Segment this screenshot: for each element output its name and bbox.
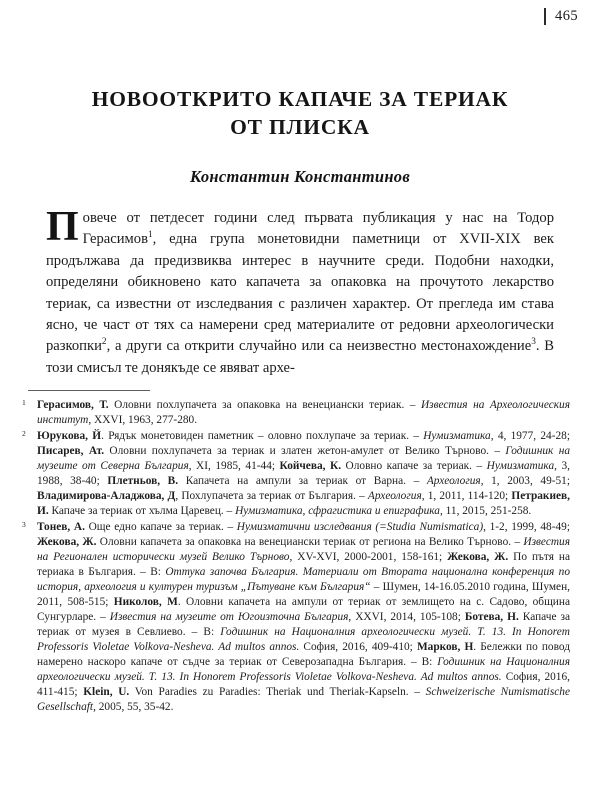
page-title [60, 86, 540, 141]
folio-divider-rule [544, 8, 546, 25]
page-folio [544, 6, 578, 26]
footnote-marker: 3 [22, 520, 26, 530]
paragraph-text: овече от петдесет години след първата публикация у нас на Тодор Герасимов$^1$, една група монетовидни паметници от XVII-XIX век продължава да предизвиква интерес в научните среди. Подобни находки, определяни обикновено като капачета за опаковка на прочутото лекарство териак, са известни от изследвания с различен характер. От прегледа им става ясно, че част от тях са намерени сред материалите от редовни археологически разкопки$^2$, а други са открити случайно или са неизвестно местонахождение$^3$. В този смисъл те донякъде се явяват архе- [46, 210, 554, 376]
page-number: 465 [555, 7, 578, 24]
opening-paragraph [46, 204, 554, 379]
footnote-item [22, 520, 570, 715]
footnote-item [22, 429, 570, 519]
article-title-line-1: НОВООТКРИТО КАПАЧЕ ЗА ТЕРИАК [91, 87, 509, 111]
footnote-text: Юрукова, Й. Рядък монетовиден паметник – оловно похлупаче за териак. – Нумизматика, 4, 1977, 24-28; Писарев, Ат. Оловни похлупачета за териак и златен жетон-амулет от Велико Търново. – Годишник на музеите от Северна България, XI, 1985, 41-44; Койчева, К. Оловно капаче за териак. – Нумизматика, 3, 1988, 38-40; Плетньов, В. Капачета на ампули за териак от Варна. – Археология, 1, 2003, 49-51; Владимирова-Аладжова, Д, Похлупачета за териак от България. – Археология, 1, 2011, 114-120; Петракиев, И. Капаче за териак от хълма Царевец. – Нумизматика, сфрагистика и епиграфика, 11, 2015, 251-258. [37, 430, 571, 518]
article-author: Константин Константинов [189, 167, 411, 187]
footnote-text: Тонев, А. Още едно капаче за териак. – Нумизматични изследвания (=Studia Numismatica), 1-2, 1999, 48-49; Жекова, Ж. Оловни капачета за опаковка на венециански териак от региона на Велико Търново. – Известия на Регионален исторически музей Велико Търново, XV-XVI, 2000-2001, 158-161; Жекова, Ж. По пътя на териака в България. – В: Оттука започва България. Материали от Втората национална конференция по история, археология и културен туризъм „Пътуване към България“ – Шумен, 14-16.05.2010 година, Шумен, 2011, 508-515; Николов, М. Оловни капачета на ампули от териак от землището на с. Садово, община Сунгурларе. – Известия на музеите от Югоизточна България, XXVI, 2014, 105-108; Ботева, Н. Капаче за териак от музея в Севлиево. – В: Годишник на Националния археологически музей. Т. 13. In Honorem Professoris Violetae Volkova-Nesheva. Ad multos annos. София, 2016, 409-410; Марков, Н. Бележки по повод намерено наскоро капаче от съдче за териак от Северозападна България. – В: Годишник на Националния археологически музей. Т. 13. In Honorem Professoris Violetae Volkova-Nesheva. Ad multos annos. София, 2016, 411-415; Klein, U. Von Paradies zu Paradies: Theriak und Theriak-Kapseln. – Schweizerische Numismatische Gesellschaft, 2005, 55, 35-42. [37, 521, 571, 714]
article-title-line-2: ОТ ПЛИСКА [230, 114, 370, 139]
body-text [46, 204, 554, 379]
footnote-item [22, 398, 570, 428]
footnote-separator-rule [28, 390, 150, 391]
footnote-list [22, 398, 570, 716]
drop-cap: П [46, 204, 79, 250]
title-block [60, 86, 540, 187]
footnote-text: Герасимов, Т. Оловни похлупачета за опаковка на венециански териак. – Известия на Археологическия институт, XXVI, 1963, 277-280. [37, 399, 570, 427]
footnote-marker: 2 [22, 429, 26, 439]
footnote-marker: 1 [22, 398, 26, 407]
